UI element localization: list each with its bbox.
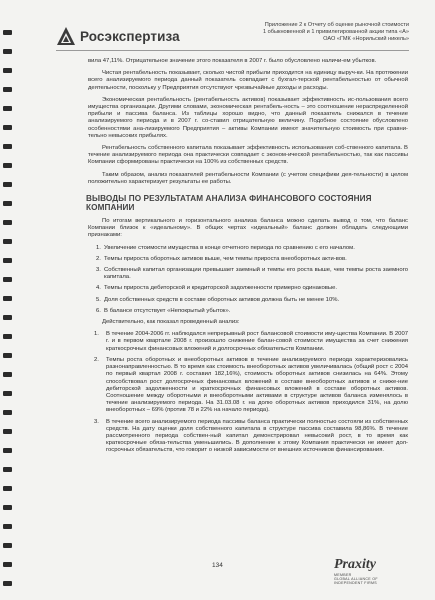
list-text: В течение всего анализируемого периода пассивы баланса практически полностью состояли из собственных средств. На дату оценки доля собственного капитала в структуре пассива составила 98,86%. В течение рассмотренного периода собствен-ный капитал демонстрировал невысокий рост, в то время как краткосрочные обяза-тельства уменьшились. В дополнение к этому Компания практически не имеет дол-госрочных обязательств, что говорит о низкой зависимости от внешних источников финансирования. bbox=[106, 418, 408, 454]
binding-hole bbox=[3, 144, 12, 149]
binding-hole bbox=[3, 258, 12, 263]
binding-hole bbox=[3, 429, 12, 434]
praxity-name: Praxity bbox=[334, 557, 376, 572]
binding-hole bbox=[3, 125, 12, 130]
brand-logo bbox=[56, 26, 180, 46]
list-number: 4. bbox=[96, 285, 101, 292]
binding-hole bbox=[3, 220, 12, 225]
list-number: 1. bbox=[96, 244, 101, 251]
page-content bbox=[88, 58, 408, 459]
binding-hole bbox=[3, 486, 12, 491]
binding-hole bbox=[3, 87, 12, 92]
rosexpertiza-logo-icon bbox=[56, 26, 76, 46]
binding-hole bbox=[3, 334, 12, 339]
list-item bbox=[88, 331, 408, 353]
paragraph: Рентабельность собственного капитала показывает эффективность использования соб-ственного капитала. В течение анализируемого периода она практически совпадает с эконом-ической рентабельностью, так как пассивы Компании сформированы практически на 100% из собственных средств. bbox=[88, 145, 408, 166]
findings-list bbox=[88, 331, 408, 454]
binding-hole bbox=[3, 106, 12, 111]
subtitle-line: 1 обыкновенной и 1 привилегированной акции типа «А» bbox=[263, 29, 409, 35]
praxity-tagline-line: GLOBAL ALLIANCE OF bbox=[334, 577, 378, 582]
paragraph: По итогам вертикального и горизонтального анализа баланса можно сделать вывод о том, что баланс Компании близок к «идеальному». В общих чертах «идеальный» баланс должен обладать следующими признаками: bbox=[88, 218, 408, 239]
binding-hole bbox=[3, 315, 12, 320]
subtitle-line: Приложение 2 к Отчету об оценке рыночной стоимости bbox=[264, 22, 409, 28]
list-number: 5. bbox=[96, 296, 101, 303]
binding-hole bbox=[3, 467, 12, 472]
binding-hole bbox=[3, 524, 12, 529]
binding-hole bbox=[3, 30, 12, 35]
brand-name: Росэкспертиза bbox=[80, 28, 180, 44]
header-divider bbox=[56, 50, 409, 51]
list-item bbox=[88, 308, 408, 315]
paragraph: Чистая рентабельность показывает, сколько чистой прибыли приходится на единицу выруч-ки. На протяжении всего анализируемого периода данный показатель совпадает с бухгал-терской рентабельностью от обычной деятельности, поскольку у Предприятия отсутствуют чрезвычайные доходы и расходы. bbox=[88, 70, 408, 91]
binding-hole bbox=[3, 201, 12, 206]
list-item bbox=[88, 245, 408, 252]
criteria-list bbox=[88, 245, 408, 315]
list-item bbox=[88, 285, 408, 292]
list-number: 3. bbox=[96, 267, 101, 274]
binding-hole bbox=[3, 372, 12, 377]
page-number: 134 bbox=[212, 562, 223, 569]
praxity-tagline-line: MEMBER bbox=[334, 573, 352, 577]
list-number: 3. bbox=[94, 418, 99, 425]
binding-hole bbox=[3, 505, 12, 510]
binding-hole bbox=[3, 410, 12, 415]
binding-hole bbox=[3, 562, 12, 567]
list-number: 1. bbox=[94, 331, 99, 338]
binding-hole bbox=[3, 49, 12, 54]
subtitle-line: ОАО «ГМК «Норильский никель» bbox=[323, 36, 409, 42]
list-item bbox=[88, 357, 408, 415]
paragraph: вила 47,11%. Отрицательное значение этого показателя в 2007 г. было обусловлено наличи-ем убытков. bbox=[88, 58, 377, 64]
list-text: Темпы роста оборотных и внеоборотных активов в течение анализируемого периода характеризовались разнонаправленностью. В то время как стоимость внеоборотных активов увеличивалась (общий рост с 2004 по первый квартал 2008 г. составил 182,16%), стоимость оборотных активов снизилась на 64%. Этому способствовал рост долгосрочных финансовых вложений в составе внеоборотных активов и сниже-ние дебиторской задолженности и краткосрочных финансовых вложений в составе оборотных активов. Соотношение между оборотными и внеоборотными активами в структуре активов баланса изменялось в течение анализируемого периода. На 31.03.08 г. на долю оборотных активов приходился 31%, на долю внеоборотных – 69% (против 78 и 22% на начало периода). bbox=[106, 356, 408, 414]
paragraph: Экономическая рентабельность (рентабельность активов) показывает эффективность ис-пользования всего имущества организации. Другими словами, экономическая рентабель-ность – это соотношение нераспределенной прибыли и пассива баланса. Из таблицы хорошо видно, что данный показатель снижался в течение анализируемого периода и в 2007 г. со-ставил отрицательную величину. Подобное состояние обусловлено особенностями ана-лизируемого Предприятия – активы Компании имеют значительную стоимость при сравни-тельно невысоких прибылях. bbox=[88, 96, 408, 139]
binding-hole bbox=[3, 543, 12, 548]
list-text: Увеличение стоимости имущества в конце отчетного периода по сравнению с его началом. bbox=[104, 244, 355, 251]
list-text: Доля собственных средств в составе оборотных активов должна быть не менее 10%. bbox=[104, 296, 340, 303]
binding-hole bbox=[3, 182, 12, 187]
list-text: Темпы прироста дебиторской и кредиторской задолженности примерно одинаковые. bbox=[104, 285, 338, 292]
praxity-tagline-line: INDEPENDENT FIRMS bbox=[334, 581, 377, 586]
list-number: 6. bbox=[96, 307, 101, 314]
paragraph: Таким образом, анализ показателей рентабельности Компании (с учетом специфики дея-тельности) в целом положительно характеризует результаты ее работы. bbox=[88, 171, 408, 185]
binding-hole bbox=[3, 239, 12, 244]
list-item bbox=[88, 267, 408, 281]
list-item bbox=[88, 297, 408, 304]
binding-hole bbox=[3, 391, 12, 396]
list-text: Собственный капитал организации превышает заемный и темпы его роста выше, чем темпы роста заемного капитала. bbox=[104, 267, 408, 281]
list-item bbox=[88, 256, 408, 263]
praxity-logo bbox=[334, 558, 406, 586]
list-item bbox=[88, 419, 408, 455]
binding-hole bbox=[3, 353, 12, 358]
spiral-binding bbox=[0, 0, 18, 600]
list-number: 2. bbox=[94, 356, 99, 363]
binding-hole bbox=[3, 277, 12, 282]
list-number: 2. bbox=[96, 255, 101, 262]
praxity-tagline bbox=[334, 573, 406, 586]
paragraph: Действительно, как показал проведенный анализ: bbox=[102, 319, 240, 326]
binding-hole bbox=[3, 163, 12, 168]
binding-hole bbox=[3, 448, 12, 453]
section-title: ВЫВОДЫ ПО РЕЗУЛЬТАТАМ АНАЛИЗА ФИНАНСОВОГО СОСТОЯНИЯ КОМПАНИИ bbox=[86, 194, 372, 213]
list-text: В балансе отсутствует «Непокрытый убыток». bbox=[104, 307, 231, 314]
list-text: Темпы прироста оборотных активов выше, чем темпы прироста внеоборотных акти-вов. bbox=[104, 255, 347, 262]
binding-hole bbox=[3, 68, 12, 73]
document-subtitle bbox=[219, 22, 409, 43]
binding-hole bbox=[3, 296, 12, 301]
list-text: В течение 2004-2006 гг. наблюдался непрерывный рост балансовой стоимости иму-щества Компании. В 2007 г. и в первом квартале 2008 г. произошло снижение балан-совой стоимости имущества за счет снижения краткосрочных финансовых вложений и долгосрочных обязательств Компании. bbox=[106, 331, 408, 352]
binding-hole bbox=[3, 581, 12, 586]
